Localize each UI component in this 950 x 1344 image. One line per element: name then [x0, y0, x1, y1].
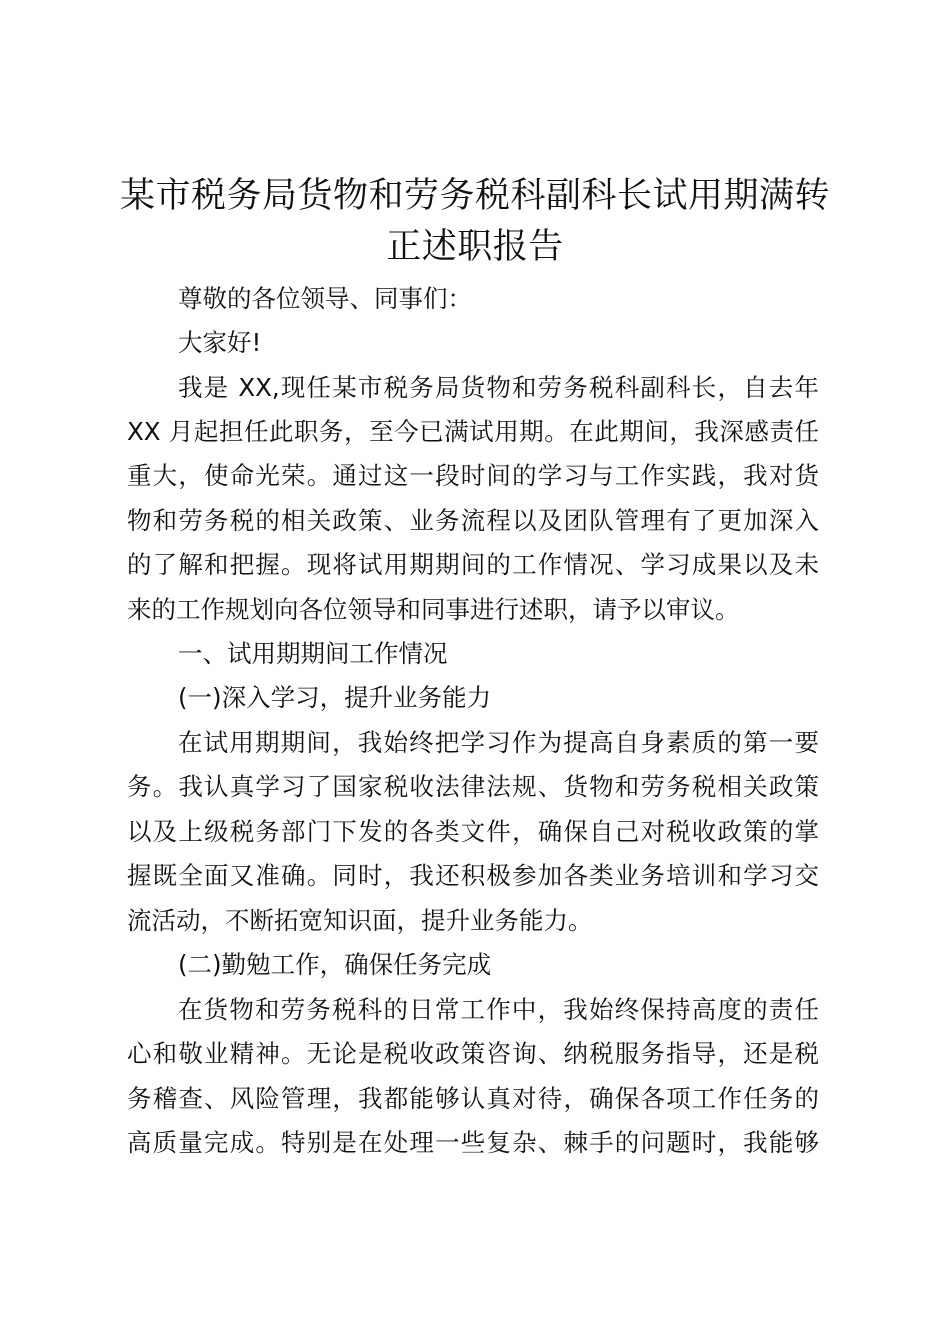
paragraph-work-line-2: 心和敬业精神。无论是税收政策咨询、纳税服务指导，还是税	[127, 1039, 819, 1068]
paragraph-intro-line-2: XX 月起担任此职务，至今已满试用期。在此期间，我深感责任	[127, 417, 819, 446]
paragraph-work-line-3: 务稽查、风险管理，我都能够认真对待，确保各项工作任务的	[127, 1084, 819, 1113]
subsection-heading-1: (一)深入学习，提升业务能力	[178, 683, 492, 712]
section-heading-1: 一、试用期期间工作情况	[178, 639, 448, 668]
paragraph-intro-line-6: 来的工作规划向各位领导和同事进行述职，请予以审议。	[127, 595, 740, 624]
paragraph-work-line-1: 在货物和劳务税科的日常工作中，我始终保持高度的责任	[178, 995, 819, 1024]
paragraph-intro-line-5: 的了解和把握。现将试用期期间的工作情况、学习成果以及未	[127, 550, 819, 579]
paragraph-intro-line-1: 我是 XX,现任某市税务局货物和劳务税科副科长，自去年	[178, 373, 819, 402]
paragraph-study-line-2: 务。我认真学习了国家税收法律法规、货物和劳务税相关政策	[127, 772, 819, 801]
paragraph-intro-line-3: 重大，使命光荣。通过这一段时间的学习与工作实践，我对货	[127, 461, 819, 490]
paragraph-work-line-4: 高质量完成。特别是在处理一些复杂、棘手的问题时，我能够	[127, 1128, 819, 1157]
document-title-line-2: 正述职报告	[386, 227, 564, 267]
paragraph-study-line-3: 以及上级税务部门下发的各类文件，确保自己对税收政策的掌	[127, 817, 819, 846]
paragraph-study-line-1: 在试用期期间，我始终把学习作为提高自身素质的第一要	[178, 728, 819, 757]
subsection-heading-2: (二)勤勉工作，确保任务完成	[178, 950, 492, 979]
greeting: 大家好!	[178, 328, 262, 357]
paragraph-intro-line-4: 物和劳务税的相关政策、业务流程以及团队管理有了更加深入	[127, 506, 819, 535]
document-title-line-1: 某市税务局货物和劳务税科副科长试用期满转	[119, 176, 830, 216]
paragraph-study-line-4: 握既全面又准确。同时，我还积极参加各类业务培训和学习交	[127, 861, 819, 890]
paragraph-study-line-5: 流活动，不断拓宽知识面，提升业务能力。	[127, 906, 593, 935]
salutation: 尊敬的各位领导、同事们：	[178, 284, 472, 313]
